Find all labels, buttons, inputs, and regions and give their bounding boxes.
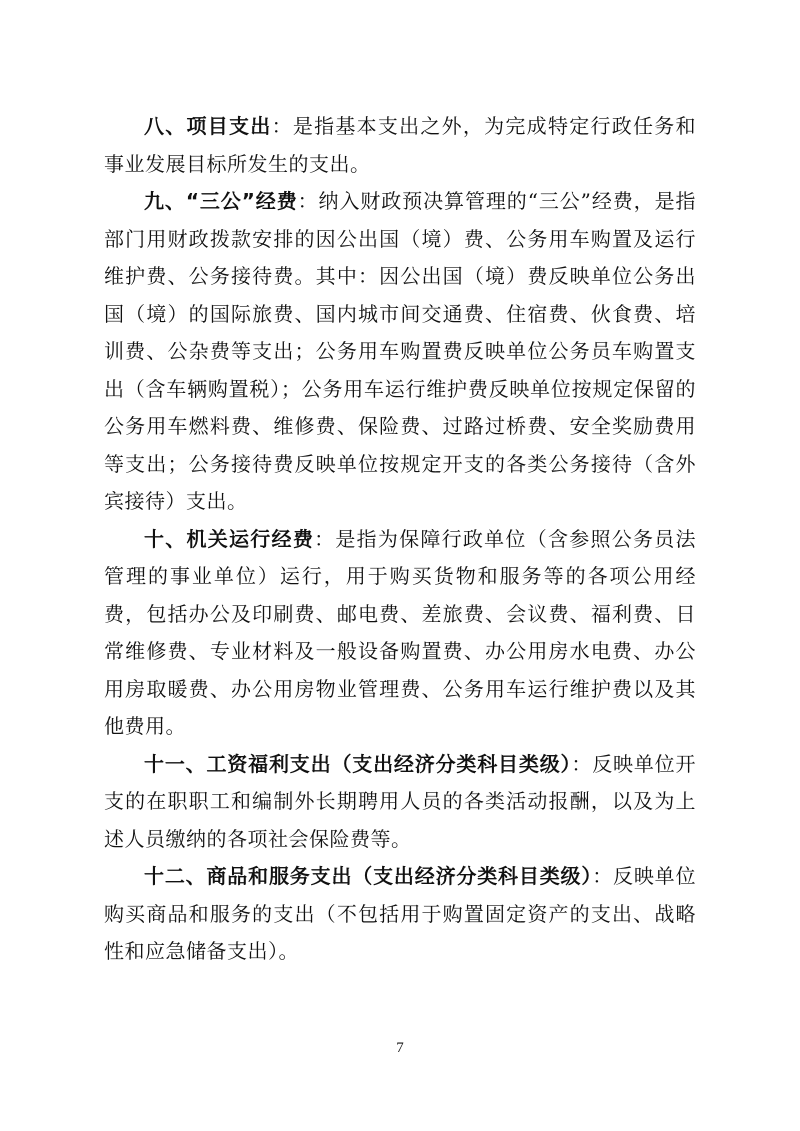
term-definition: ：是指基本支出之外，为完成特定行政任务和事业发展目标所发生的支出。 bbox=[104, 114, 697, 176]
term-heading: 十、机关运行经费 bbox=[144, 526, 315, 551]
paragraph-wage-welfare-expenditure bbox=[104, 746, 696, 859]
term-definition: ：反映单位开支的在职职工和编制外长期聘用人员的各类活动报酬，以及为上述人员缴纳的各项社会保险费等。 bbox=[104, 751, 697, 851]
page-number: 7 bbox=[396, 1040, 404, 1056]
term-heading: 十二、商品和服务支出（支出经济分类科目类级） bbox=[144, 864, 593, 888]
term-definition: ：纳入财政预决算管理的“三公”经费，是指部门用财政拨款安排的因公出国（境）费、公务用车购置及运行维护费、公务接待费。其中：因公出国（境）费反映单位公务出国（境）的国际旅费、国内城市间交通费、住宿费、伙食费、培训费、公杂费等支出；公务用车购置费反映单位公务员车购置支出（含车辆购置税）；公务用车运行维护费反映单位按规定保留的公务用车燃料费、维修费、保险费、过路过桥费、安全奖励费用等支出；公务接待费反映单位按规定开支的各类公务接待（含外宾接待）支出。 bbox=[104, 189, 696, 513]
paragraph-three-public-expenses bbox=[104, 183, 696, 521]
term-heading: 十一、工资福利支出（支出经济分类科目类级） bbox=[144, 751, 572, 776]
term-heading: 八、项目支出 bbox=[144, 114, 272, 138]
document-body bbox=[104, 108, 696, 971]
term-heading: 九、“三公”经费 bbox=[144, 189, 298, 213]
paragraph-project-expenditure bbox=[104, 108, 696, 183]
term-definition: ：反映单位购买商品和服务的支出（不包括用于购置固定资产的支出、战略性和应急储备支出）。 bbox=[104, 864, 697, 963]
paragraph-goods-services-expenditure bbox=[104, 858, 696, 971]
paragraph-agency-operating-expenses bbox=[104, 521, 696, 746]
term-definition: ：是指为保障行政单位（含参照公务员法管理的事业单位）运行，用于购买货物和服务等的各项公用经费，包括办公及印刷费、邮电费、差旅费、会议费、福利费、日常维修费、专业材料及一般设备购置费、办公用房水电费、办公用房取暖费、办公用房物业管理费、公务用车运行维护费以及其他费用。 bbox=[104, 526, 697, 738]
